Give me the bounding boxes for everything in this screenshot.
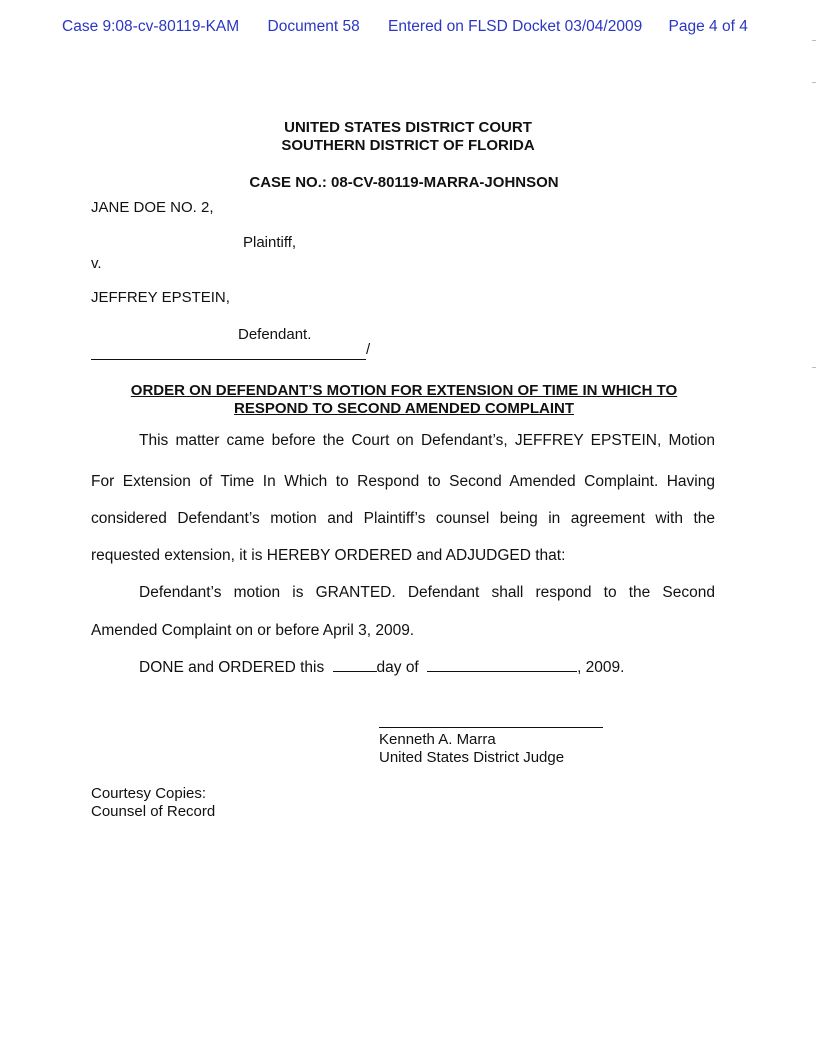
order-paragraph-1-line-2: For Extension of Time In Which to Respond to Second Amended Complaint. Having [91, 473, 715, 490]
done-prefix: DONE and ORDERED this [139, 659, 325, 676]
court-name: UNITED STATES DISTRICT COURT [284, 119, 532, 136]
judge-title: United States District Judge [379, 749, 565, 766]
margin-tick [812, 40, 816, 41]
month-blank [427, 657, 577, 672]
case-number-heading: CASE NO.: 08-CV-80119-MARRA-JOHNSON [249, 174, 559, 191]
margin-tick [812, 82, 816, 83]
order-paragraph-1-line-4: requested extension, it is HEREBY ORDERED and ADJUDGED that: [91, 547, 566, 564]
courtesy-copies-label: Courtesy Copies: [91, 785, 207, 802]
done-day-of: day of [376, 659, 419, 676]
order-paragraph-1-line-1: This matter came before the Court on Defendant’s, JEFFREY EPSTEIN, Motion [139, 432, 715, 449]
plaintiff-role: Plaintiff, [243, 234, 297, 251]
docket-header [62, 18, 748, 36]
day-blank [333, 657, 377, 672]
caption-rule [91, 359, 366, 360]
defendant-role: Defendant. [238, 326, 312, 343]
signature-line [379, 727, 603, 728]
order-paragraph-2-line-1: Defendant’s motion is GRANTED. Defendant shall respond to the Second [139, 584, 715, 601]
defendant-name: JEFFREY EPSTEIN, [91, 289, 230, 306]
plaintiff-name: JANE DOE NO. 2, [91, 199, 214, 216]
header-entered-date: Entered on FLSD Docket 03/04/2009 [388, 18, 643, 35]
order-paragraph-1-line-3: considered Defendant’s motion and Plaintiff’s counsel being in agreement with the [91, 510, 715, 527]
counsel-of-record: Counsel of Record [91, 803, 216, 820]
order-paragraph-2-line-2: Amended Complaint on or before April 3, 2009. [91, 622, 415, 639]
versus: v. [91, 255, 102, 272]
done-and-ordered-line [139, 657, 624, 677]
header-case-number: Case 9:08-cv-80119-KAM [62, 18, 240, 35]
court-district: SOUTHERN DISTRICT OF FLORIDA [281, 137, 535, 154]
header-document-number: Document 58 [267, 18, 360, 35]
order-title-line-2: RESPOND TO SECOND AMENDED COMPLAINT [233, 400, 575, 417]
order-title-line-1: ORDER ON DEFENDANT’S MOTION FOR EXTENSION OF TIME IN WHICH TO [130, 382, 678, 399]
margin-tick [812, 367, 816, 368]
caption-slash: / [366, 341, 371, 358]
header-page-number: Page 4 of 4 [668, 18, 748, 35]
judge-name: Kenneth A. Marra [379, 731, 496, 748]
done-year: , 2009. [577, 659, 625, 676]
